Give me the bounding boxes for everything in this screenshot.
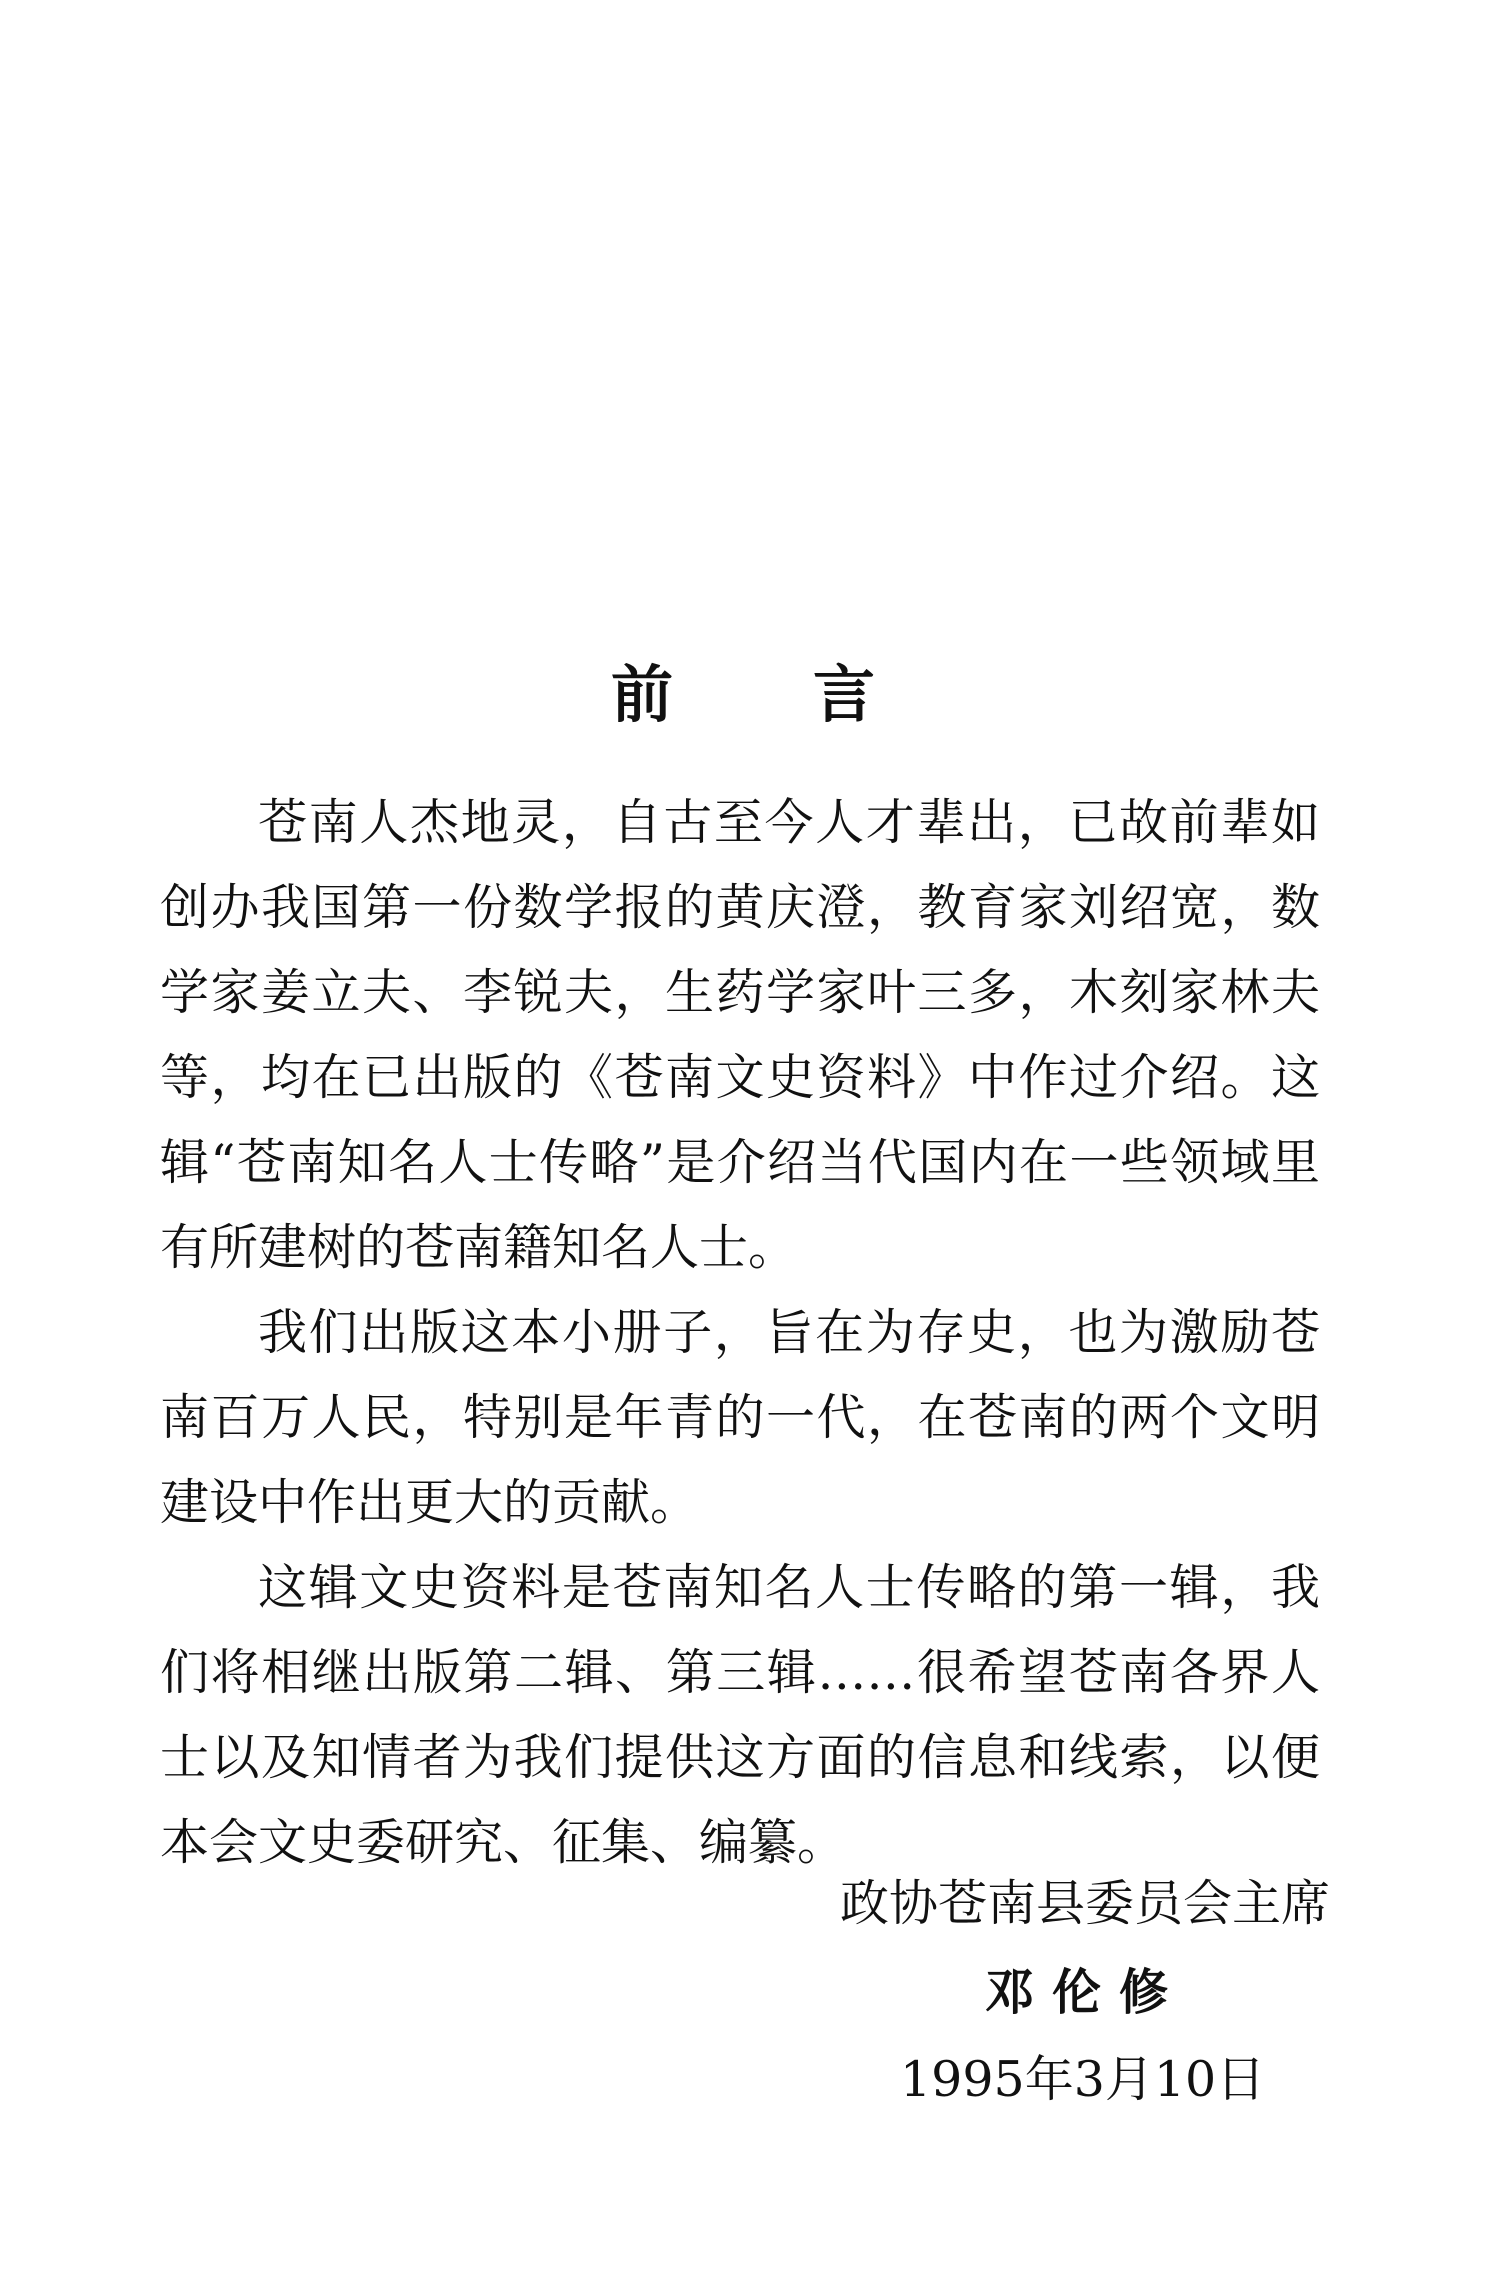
signature-organization: 政协苍南县委员会主席 [840,1875,1331,1932]
signature-date: 1995年3月10日 [900,2051,1266,2108]
paragraph: 我们出版这本小册子，旨在为存史，也为激励苍南百万人民，特别是年青的一代，在苍南的两个文明建设中作出更大的贡献。 [160,1304,1320,1531]
paragraph: 这辑文史资料是苍南知名人士传略的第一辑，我们将相继出版第二辑、第三辑……很希望苍南各界人士以及知情者为我们提供这方面的信息和线索，以便本会文史委研究、征集、编纂。 [160,1559,1320,1871]
paragraph: 苍南人杰地灵，自古至今人才辈出，已故前辈如创办我国第一份数学报的黄庆澄，教育家刘绍宽，数学家姜立夫、李锐夫，生药学家叶三多，木刻家林夫等，均在已出版的《苍南文史资料》中作过介绍。这辑“苍南知名人士传略”是介绍当代国内在一些领域里有所建树的苍南籍知名人士。 [160,794,1320,1276]
signature-name: 邓伦修 [985,1963,1187,2021]
page-title: 前言 [610,658,1015,731]
preface-body [160,780,1320,1885]
signature-block [800,1860,1340,2124]
